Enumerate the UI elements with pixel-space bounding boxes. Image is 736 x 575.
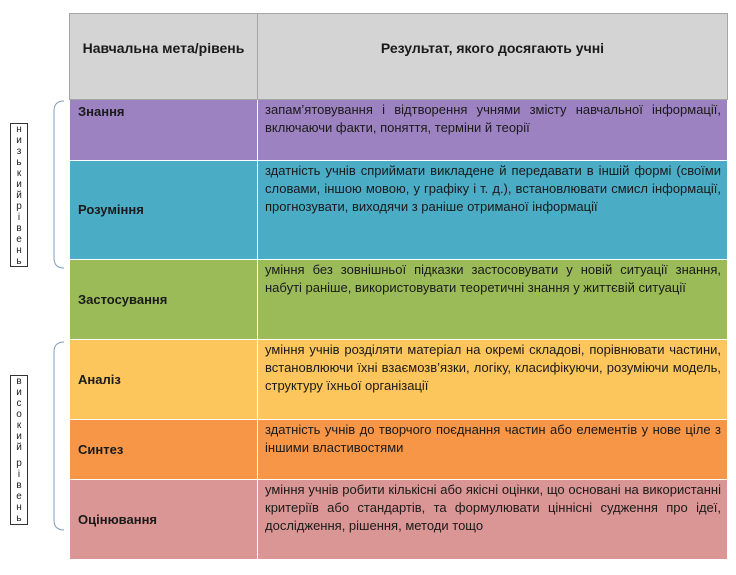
level-letter: в — [16, 222, 22, 234]
level-letter: к — [16, 167, 22, 179]
table-row — [70, 480, 728, 560]
level-letter: і — [17, 469, 21, 480]
goal-cell: Синтез — [70, 420, 258, 480]
table-row — [70, 260, 728, 340]
level-letter: с — [16, 398, 22, 409]
high-level-bracket — [54, 342, 64, 530]
level-letter: о — [16, 409, 22, 420]
level-letter: н — [16, 244, 22, 256]
level-letter: й — [16, 442, 22, 453]
level-letter: й — [16, 189, 22, 201]
level-letter: н — [16, 502, 22, 513]
goal-cell: Розуміння — [70, 161, 258, 260]
table-row — [70, 161, 728, 260]
level-brackets — [0, 0, 70, 575]
level-letter: н — [16, 123, 22, 135]
goal-column-header: Навчальна мета/рівень — [70, 14, 258, 100]
goal-cell: Оцінювання — [70, 480, 258, 560]
result-column-header: Результат, якого досягають учні — [258, 14, 728, 100]
table-header-row — [70, 14, 728, 100]
goal-cell: Застосування — [70, 260, 258, 340]
result-cell: запам’ятовування і відтворення учнями змісту навчальної інформації, включаючи факти, поняття, терміни й теорії — [258, 100, 728, 161]
level-letter: е — [16, 491, 22, 502]
level-letter: и — [16, 178, 22, 190]
table-row — [70, 340, 728, 420]
level-letter: в — [16, 480, 22, 491]
table-row — [70, 420, 728, 480]
result-cell: уміння учнів розділяти матеріал на окремі складові, порівнювати частини, встановлюючи їхні взаємозв’язки, логіку, класифікуючи, розуміючи модель, структуру їхньої організації — [258, 340, 728, 420]
low-level-bracket — [54, 101, 64, 268]
taxonomy-table — [69, 13, 728, 560]
goal-cell: Знання — [70, 100, 258, 161]
level-letter: з — [16, 145, 22, 157]
level-letter: ь — [16, 156, 22, 168]
result-cell: уміння без зовнішньої підказки застосовувати у новій ситуації знання, набуті раніше, використовувати теоретичні знання у життєвій ситуації — [258, 260, 728, 340]
table-row — [70, 100, 728, 161]
level-letter: р — [16, 458, 22, 469]
level-letter: и — [16, 431, 22, 442]
level-letter: ь — [16, 255, 22, 267]
level-letter: р — [16, 200, 22, 212]
goal-cell: Аналіз — [70, 340, 258, 420]
level-letter: к — [16, 420, 22, 431]
result-cell: здатність учнів до творчого поєднання частин або елементів у нове ціле з іншими властивостями — [258, 420, 728, 480]
level-letter: ь — [16, 513, 22, 524]
level-letter: в — [16, 376, 22, 387]
level-letter: і — [17, 211, 21, 223]
level-letter: и — [16, 387, 22, 398]
result-cell: здатність учнів сприймати викладене й передавати в іншій формі (своїми словами, іншою мовою, у графіку і т. д.), встановлювати смисл інформації, прогнозувати, виходячи з раніше отриманої інформації — [258, 161, 728, 260]
level-letter: и — [16, 134, 22, 146]
result-cell: уміння учнів робити кількісні або якісні оцінки, що основані на використанні критеріїв або стандартів, та формулювати ціннісні судження про ідеї, дослідження, рішення, методи тощо — [258, 480, 728, 560]
level-letter: е — [16, 233, 22, 245]
